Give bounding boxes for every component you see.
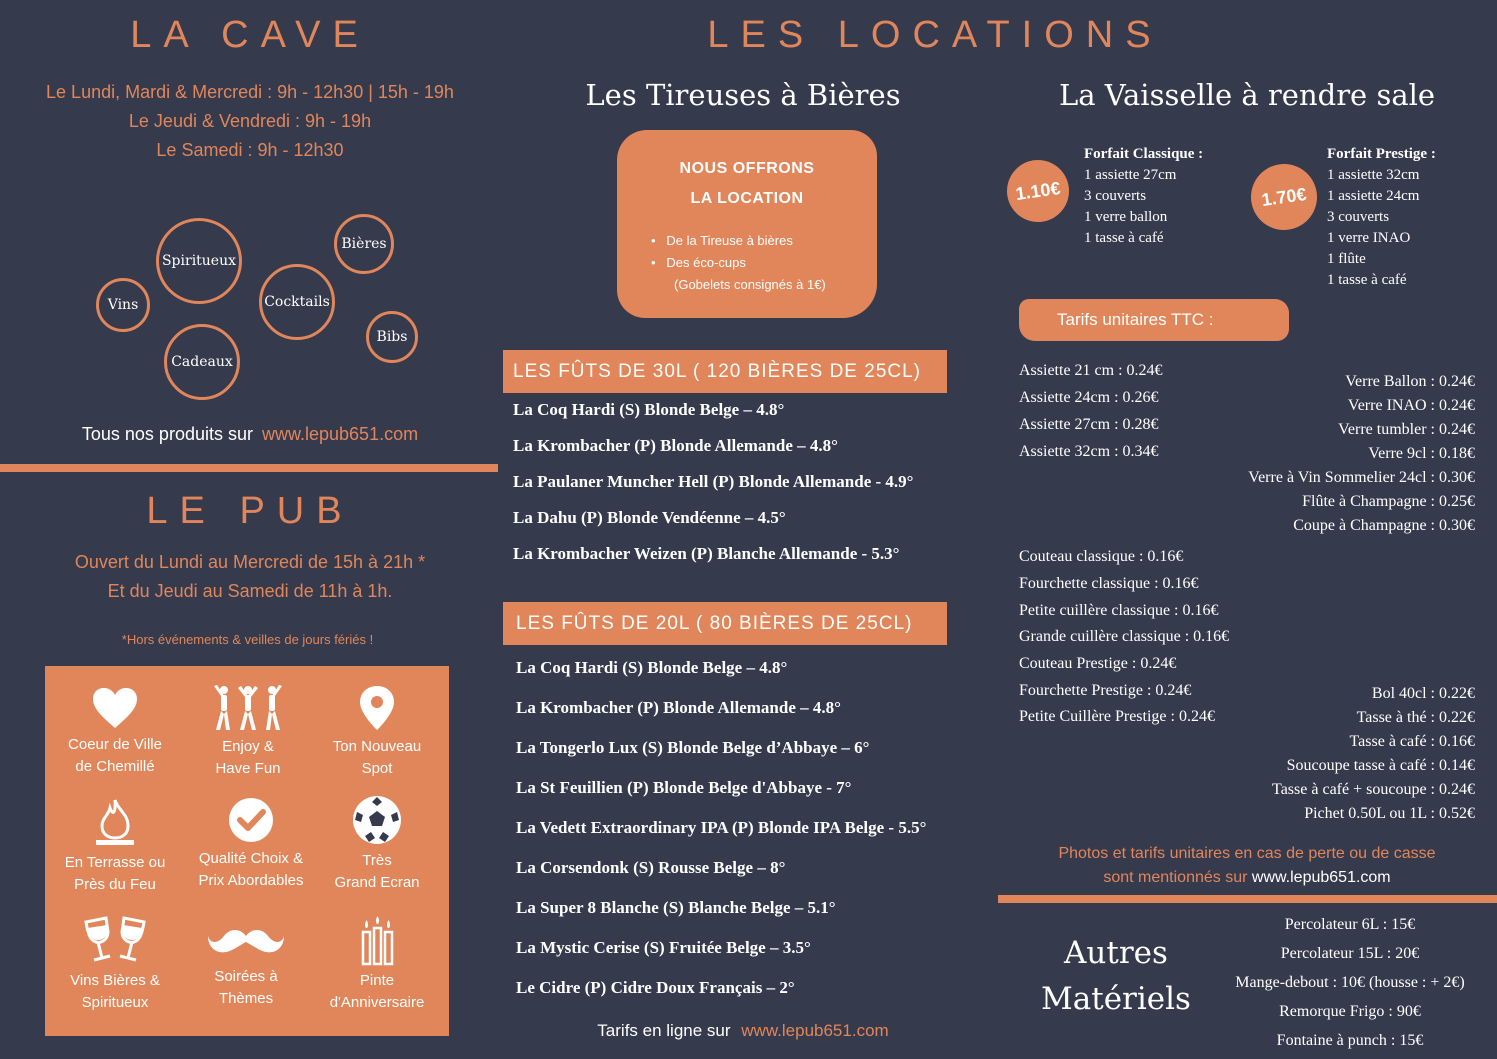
photos-note-line: Photos et tarifs unitaires en cas de perte ou de casse	[1058, 845, 1436, 862]
forfait-title: Forfait Prestige :	[1327, 146, 1436, 162]
pub-hours-line: Et du Jeudi au Samedi de 11h à 1h.	[107, 581, 393, 601]
offer-bullet-text: De la Tireuse à bières	[666, 233, 793, 248]
mustache-icon	[206, 922, 286, 962]
offer-bullet: • Des éco-cups	[651, 255, 746, 270]
tarifs-text: Tarifs en ligne sur	[597, 1021, 731, 1040]
offer-title-line: NOUS OFFRONS	[679, 160, 815, 177]
feature-label: Très	[362, 852, 392, 869]
price-autre: Pichet 0.50L ou 1L : 0.52€	[1304, 805, 1475, 822]
price-verre: Verre à Vin Sommelier 24cl : 0.30€	[1248, 469, 1475, 486]
forfait-item: 1 verre ballon	[1084, 209, 1168, 225]
tarifs-link[interactable]: www.lepub651.com	[741, 1021, 889, 1040]
beer-item: La Krombacher (P) Blonde Allemande – 4.8°	[513, 436, 838, 455]
feature-item	[50, 914, 180, 1014]
tarifs-unitaires-banner: Tarifs unitaires TTC :	[1019, 299, 1289, 341]
beer-item: La Mystic Cerise (S) Fruitée Belge – 3.5°	[516, 938, 811, 957]
price-verre: Verre tumbler : 0.24€	[1338, 421, 1475, 438]
heart-icon	[91, 686, 139, 730]
futs20-title: LES FÛTS DE 20L ( 80 BIÈRES DE 25CL)	[503, 602, 947, 645]
cave-hours-line: Le Jeudi & Vendredi : 9h - 19h	[128, 111, 372, 131]
photos-note-line: sont mentionnés sur	[1103, 869, 1248, 886]
forfait-item: 1 flûte	[1327, 251, 1366, 267]
offer-bullet-note: (Gobelets consignés à 1€)	[674, 277, 826, 292]
price-couvert: Petite Cuillère Prestige : 0.24€	[1019, 708, 1215, 725]
forfait-item: 3 couverts	[1084, 188, 1147, 204]
price-verre: Verre INAO : 0.24€	[1347, 397, 1475, 414]
feature-item	[183, 684, 313, 780]
price-autre: Soucoupe tasse à café : 0.14€	[1286, 757, 1475, 774]
pub-title: LE PUB	[146, 490, 354, 532]
price-assiette: Assiette 27cm : 0.28€	[1019, 416, 1159, 433]
beer-item: Le Cidre (P) Cidre Doux Français – 2°	[516, 978, 795, 997]
price-autre: Bol 40cl : 0.22€	[1371, 685, 1475, 702]
forfait-prestige	[1327, 144, 1436, 291]
price-prestige: 1.70€	[1247, 160, 1322, 235]
materiel-item: Percolateur 15L : 20€	[1280, 945, 1420, 962]
materiel-item: Mange-debout : 10€ (housse : + 2€)	[1235, 974, 1465, 991]
feature-label: Thèmes	[218, 990, 274, 1007]
tarifs-line	[503, 1021, 983, 1041]
vaisselle-title: La Vaisselle à rendre sale	[1058, 78, 1436, 112]
feature-item	[181, 922, 311, 1010]
price-autre: Tasse à café + soucoupe : 0.24€	[1272, 781, 1475, 798]
feature-item	[50, 798, 180, 896]
cave-website-link[interactable]: www.lepub651.com	[262, 424, 419, 444]
price-verre: Flûte à Champagne : 0.25€	[1302, 493, 1475, 510]
feature-item	[50, 686, 180, 778]
beer-item: La Tongerlo Lux (S) Blonde Belge d’Abbaye – 6°	[516, 738, 870, 757]
beer-item: La Vedett Extraordinary IPA (P) Blonde IPA Belge - 5.5°	[516, 818, 927, 837]
cave-divider	[0, 464, 498, 472]
feature-item	[312, 910, 442, 1014]
photos-note	[1000, 842, 1494, 890]
forfait-item: 3 couverts	[1327, 209, 1390, 225]
price-couvert: Couteau Prestige : 0.24€	[1019, 655, 1177, 672]
tireuses-title: Les Tireuses à Bières	[585, 78, 901, 112]
beer-item: La Krombacher Weizen (P) Blanche Allemande - 5.3°	[513, 544, 900, 563]
forfait-item: 1 tasse à café	[1327, 272, 1407, 288]
futs30-title: LES FÛTS DE 30L ( 120 BIÈRES DE 25CL)	[503, 350, 947, 393]
feature-label: Vins Bières &	[70, 972, 160, 989]
feature-label: d'Anniversaire	[329, 994, 425, 1011]
offer-title-line: LA LOCATION	[690, 190, 804, 207]
materiels-title	[1030, 930, 1202, 1022]
price-verre: Verre Ballon : 0.24€	[1345, 373, 1475, 390]
soccer-ball-icon	[351, 794, 403, 846]
price-verre: Coupe à Champagne : 0.30€	[1293, 517, 1475, 534]
category-spiritueux: Spiritueux	[156, 218, 242, 304]
category-vins: Vins	[96, 278, 150, 332]
price-classique: 1.10€	[1003, 156, 1073, 226]
forfait-item: 1 assiette 32cm	[1327, 167, 1420, 183]
price-verre: Verre 9cl : 0.18€	[1368, 445, 1475, 462]
price-couvert: Fourchette classique : 0.16€	[1019, 575, 1199, 592]
offer-bullet: • De la Tireuse à bières	[651, 233, 793, 248]
price-assiette: Assiette 24cm : 0.26€	[1019, 389, 1159, 406]
forfait-classique	[1084, 144, 1203, 249]
price-couvert: Fourchette Prestige : 0.24€	[1019, 682, 1192, 699]
price-couvert: Petite cuillère classique : 0.16€	[1019, 602, 1219, 619]
category-bieres: Bières	[334, 214, 394, 274]
locations-title: LES LOCATIONS	[707, 14, 1163, 56]
category-cocktails: Cocktails	[259, 264, 335, 340]
beer-item: La Coq Hardi (S) Blonde Belge – 4.8°	[513, 400, 785, 419]
cave-title: LA CAVE	[130, 14, 370, 56]
feature-item	[186, 796, 316, 892]
offer-box	[617, 130, 877, 318]
beer-item: La Corsendonk (S) Rousse Belge – 8°	[516, 858, 786, 877]
price-couvert: Grande cuillère classique : 0.16€	[1019, 628, 1230, 645]
feature-label: Pinte	[359, 972, 395, 989]
pub-hours	[0, 548, 500, 606]
offer-bullet-text: Des éco-cups	[666, 255, 746, 270]
beer-item: La St Feuillien (P) Blonde Belge d'Abbaye - 7°	[516, 778, 852, 797]
price-couvert: Couteau classique : 0.16€	[1019, 548, 1184, 565]
feature-item	[312, 684, 442, 780]
cave-products-text: Tous nos produits sur	[81, 424, 253, 444]
fire-icon	[92, 798, 138, 848]
dancing-people-icon	[212, 684, 284, 732]
feature-label: Have Fun	[215, 760, 281, 777]
materiels-title-line: Autres	[1064, 935, 1168, 971]
pub-hours-line: Ouvert du Lundi au Mercredi de 15h à 21h *	[74, 552, 426, 572]
forfait-item: 1 tasse à café	[1084, 230, 1164, 246]
beer-item: La Super 8 Blanche (S) Blanche Belge – 5.1°	[516, 898, 836, 917]
forfait-item: 1 assiette 24cm	[1327, 188, 1420, 204]
cave-hours	[0, 78, 500, 165]
beer-item: La Dahu (P) Blonde Vendéenne – 4.5°	[513, 508, 786, 527]
beer-item: La Coq Hardi (S) Blonde Belge – 4.8°	[516, 658, 788, 677]
pub-note: *Hors événements & veilles de jours fériés !	[121, 632, 374, 647]
feature-label: de Chemillé	[75, 758, 155, 775]
forfait-item: 1 verre INAO	[1327, 230, 1411, 246]
feature-label: Qualité Choix &	[198, 850, 304, 867]
feature-label: Près du Feu	[74, 876, 156, 893]
feature-label: Enjoy &	[222, 738, 274, 755]
beer-item: La Krombacher (P) Blonde Allemande – 4.8°	[516, 698, 841, 717]
forfait-item: 1 assiette 27cm	[1084, 167, 1177, 183]
materiels-list	[1210, 910, 1490, 1055]
feature-item	[312, 794, 442, 894]
price-assiette: Assiette 21 cm : 0.24€	[1019, 362, 1163, 379]
cave-hours-line: Le Samedi : 9h - 12h30	[156, 140, 344, 160]
birthday-candles-icon	[355, 910, 399, 966]
feature-label: Spot	[361, 760, 393, 777]
feature-label: Grand Ecran	[334, 874, 420, 891]
feature-label: Coeur de Ville	[68, 736, 162, 753]
vaisselle-divider	[998, 895, 1497, 903]
wine-glasses-icon	[80, 914, 150, 966]
materiel-item: Remorque Frigo : 90€	[1279, 1003, 1421, 1020]
forfait-title: Forfait Classique :	[1084, 146, 1204, 162]
feature-label: Spiritueux	[81, 994, 149, 1011]
feature-label: En Terrasse ou	[64, 854, 166, 871]
feature-label: Soirées à	[214, 968, 278, 985]
offer-bullets	[617, 230, 877, 296]
category-bibs: Bibs	[366, 311, 418, 363]
location-pin-icon	[357, 684, 397, 732]
cave-products-line	[0, 424, 500, 445]
materiels-title-line: Matériels	[1041, 981, 1191, 1017]
price-autre: Tasse à thé : 0.22€	[1356, 709, 1475, 726]
check-icon	[227, 796, 275, 844]
feature-label: Ton Nouveau	[332, 738, 422, 755]
price-assiette: Assiette 32cm : 0.34€	[1019, 443, 1159, 460]
offer-title	[617, 154, 877, 214]
cave-hours-line: Le Lundi, Mardi & Mercredi : 9h - 12h30 | 15h - 19h	[46, 82, 454, 102]
feature-label: Prix Abordables	[198, 872, 304, 889]
materiel-item: Percolateur 6L : 15€	[1284, 916, 1416, 933]
photos-link[interactable]: www.lepub651.com	[1251, 869, 1391, 886]
price-autre: Tasse à café : 0.16€	[1349, 733, 1475, 750]
materiel-item: Fontaine à punch : 15€	[1276, 1032, 1424, 1049]
beer-item: La Paulaner Muncher Hell (P) Blonde Allemande - 4.9°	[513, 472, 914, 491]
category-cadeaux: Cadeaux	[164, 324, 240, 400]
